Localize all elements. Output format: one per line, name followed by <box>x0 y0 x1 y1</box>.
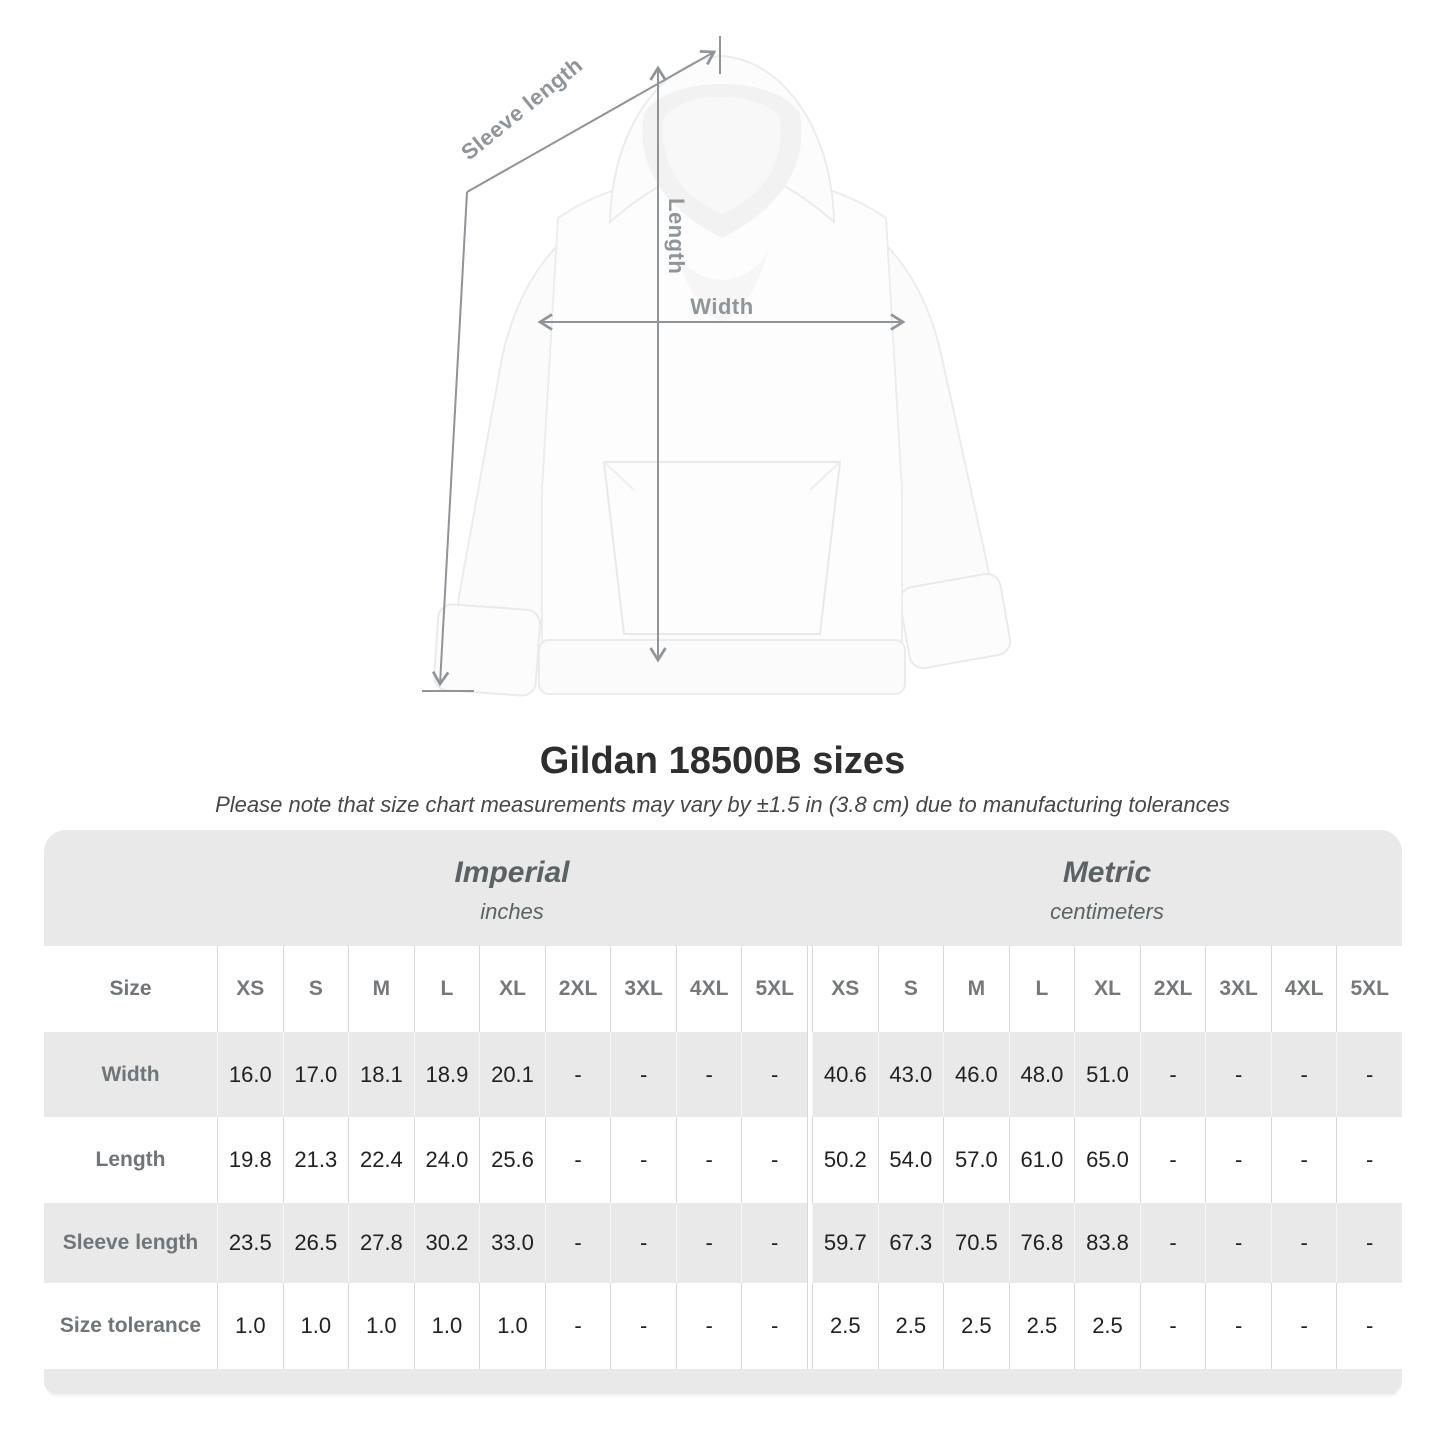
value-cell: - <box>1140 1203 1206 1283</box>
imperial-section-header <box>217 830 807 946</box>
value-cell: - <box>1336 1117 1402 1203</box>
value-cell: 1.0 <box>217 1283 283 1369</box>
size-header-label: Size <box>109 977 152 1000</box>
row-label: Width <box>44 1032 217 1117</box>
hoodie-illustration <box>372 10 1072 720</box>
imperial-section-title: Imperial <box>454 855 570 889</box>
value-cell: - <box>1205 1203 1271 1283</box>
value-cell: - <box>741 1032 807 1117</box>
value-cell: - <box>610 1117 676 1203</box>
value-cell: - <box>1336 1203 1402 1283</box>
value-cell: - <box>676 1203 742 1283</box>
value-cell: 46.0 <box>943 1032 1009 1117</box>
value-cell: 2.5 <box>1009 1283 1075 1369</box>
tolerance-note: Please note that size chart measurements may vary by ±1.5 in (3.8 cm) due to manufacturing tolerances <box>215 792 1230 817</box>
size-col-header: 3XL <box>610 946 676 1032</box>
value-cell: 54.0 <box>878 1117 944 1203</box>
page-title: Gildan 18500B sizes <box>539 740 906 782</box>
size-col-header: 2XL <box>545 946 611 1032</box>
value-cell: 43.0 <box>878 1032 944 1117</box>
value-cell: - <box>1205 1283 1271 1369</box>
value-cell: - <box>545 1283 611 1369</box>
value-cell: - <box>1271 1203 1337 1283</box>
metric-section-title: Metric <box>1062 855 1152 889</box>
size-col-header: XL <box>1074 946 1140 1032</box>
value-cell: 21.3 <box>283 1117 349 1203</box>
size-col-header: 5XL <box>741 946 807 1032</box>
value-cell: - <box>676 1283 742 1369</box>
value-cell: - <box>545 1117 611 1203</box>
size-col-header: 3XL <box>1205 946 1271 1032</box>
value-cell: - <box>676 1032 742 1117</box>
value-cell: 24.0 <box>414 1117 480 1203</box>
value-cell: - <box>545 1203 611 1283</box>
value-cell: 16.0 <box>217 1032 283 1117</box>
value-cell: 2.5 <box>878 1283 944 1369</box>
size-chart-table <box>44 830 1402 1393</box>
value-cell: 59.7 <box>812 1203 878 1283</box>
table-footer <box>44 1369 1402 1393</box>
value-cell: 2.5 <box>943 1283 1009 1369</box>
row-label: Sleeve length <box>44 1203 217 1283</box>
value-cell: - <box>610 1283 676 1369</box>
value-cell: 51.0 <box>1074 1032 1140 1117</box>
value-cell: 67.3 <box>878 1203 944 1283</box>
value-cell: 1.0 <box>414 1283 480 1369</box>
size-col-header: L <box>1009 946 1075 1032</box>
value-cell: 61.0 <box>1009 1117 1075 1203</box>
size-col-header: M <box>348 946 414 1032</box>
width-row <box>44 1032 1402 1117</box>
size-col-header: XS <box>812 946 878 1032</box>
size-col-header: XS <box>217 946 283 1032</box>
value-cell: - <box>1205 1117 1271 1203</box>
imperial-section-unit: inches <box>480 898 544 924</box>
row-label: Length <box>95 1148 166 1171</box>
length-annotation: Length <box>664 198 689 275</box>
size-tolerance-row <box>44 1283 1402 1369</box>
value-cell: - <box>676 1117 742 1203</box>
value-cell: 18.9 <box>414 1032 480 1117</box>
value-cell: 26.5 <box>283 1203 349 1283</box>
value-cell: 40.6 <box>812 1032 878 1117</box>
metric-section-unit: centimeters <box>1050 898 1164 924</box>
value-cell: - <box>545 1032 611 1117</box>
value-cell: - <box>741 1283 807 1369</box>
size-col-header: S <box>283 946 349 1032</box>
metric-section-header <box>812 830 1402 946</box>
value-cell: 76.8 <box>1009 1203 1075 1283</box>
value-cell: 48.0 <box>1009 1032 1075 1117</box>
size-header-row <box>44 946 1402 1032</box>
size-col-header: M <box>943 946 1009 1032</box>
unit-header-band <box>44 830 1402 946</box>
value-cell: - <box>1140 1117 1206 1203</box>
value-cell: 20.1 <box>479 1032 545 1117</box>
value-cell: - <box>1271 1283 1337 1369</box>
value-cell: 2.5 <box>1074 1283 1140 1369</box>
value-cell: - <box>1336 1032 1402 1117</box>
size-col-header: L <box>414 946 480 1032</box>
value-cell: 23.5 <box>217 1203 283 1283</box>
width-annotation: Width <box>690 294 754 319</box>
value-cell: 1.0 <box>283 1283 349 1369</box>
value-cell: 1.0 <box>479 1283 545 1369</box>
value-cell: 19.8 <box>217 1117 283 1203</box>
value-cell: 27.8 <box>348 1203 414 1283</box>
value-cell: - <box>1140 1032 1206 1117</box>
size-col-header: 4XL <box>1271 946 1337 1032</box>
size-col-header: S <box>878 946 944 1032</box>
value-cell: - <box>1336 1283 1402 1369</box>
value-cell: 50.2 <box>812 1117 878 1203</box>
value-cell: - <box>610 1203 676 1283</box>
value-cell: - <box>1271 1032 1337 1117</box>
value-cell: 1.0 <box>348 1283 414 1369</box>
size-col-header: XL <box>479 946 545 1032</box>
value-cell: 22.4 <box>348 1117 414 1203</box>
value-cell: 65.0 <box>1074 1117 1140 1203</box>
sleeve-length-annotation: Sleeve length <box>456 52 588 166</box>
value-cell: 25.6 <box>479 1117 545 1203</box>
value-cell: - <box>610 1032 676 1117</box>
value-cell: - <box>741 1203 807 1283</box>
size-col-header: 2XL <box>1140 946 1206 1032</box>
value-cell: 83.8 <box>1074 1203 1140 1283</box>
value-cell: - <box>1205 1032 1271 1117</box>
value-cell: 17.0 <box>283 1032 349 1117</box>
value-cell: - <box>1271 1117 1337 1203</box>
value-cell: 18.1 <box>348 1032 414 1117</box>
value-cell: 70.5 <box>943 1203 1009 1283</box>
value-cell: - <box>741 1117 807 1203</box>
sleeve-length-row <box>44 1203 1402 1283</box>
value-cell: 30.2 <box>414 1203 480 1283</box>
hoodie-shape <box>433 56 1012 696</box>
value-cell: 33.0 <box>479 1203 545 1283</box>
row-label: Size tolerance <box>59 1314 202 1337</box>
size-col-header: 4XL <box>676 946 742 1032</box>
value-cell: 57.0 <box>943 1117 1009 1203</box>
length-row <box>44 1117 1402 1203</box>
size-col-header: 5XL <box>1336 946 1402 1032</box>
value-cell: - <box>1140 1283 1206 1369</box>
value-cell: 2.5 <box>812 1283 878 1369</box>
